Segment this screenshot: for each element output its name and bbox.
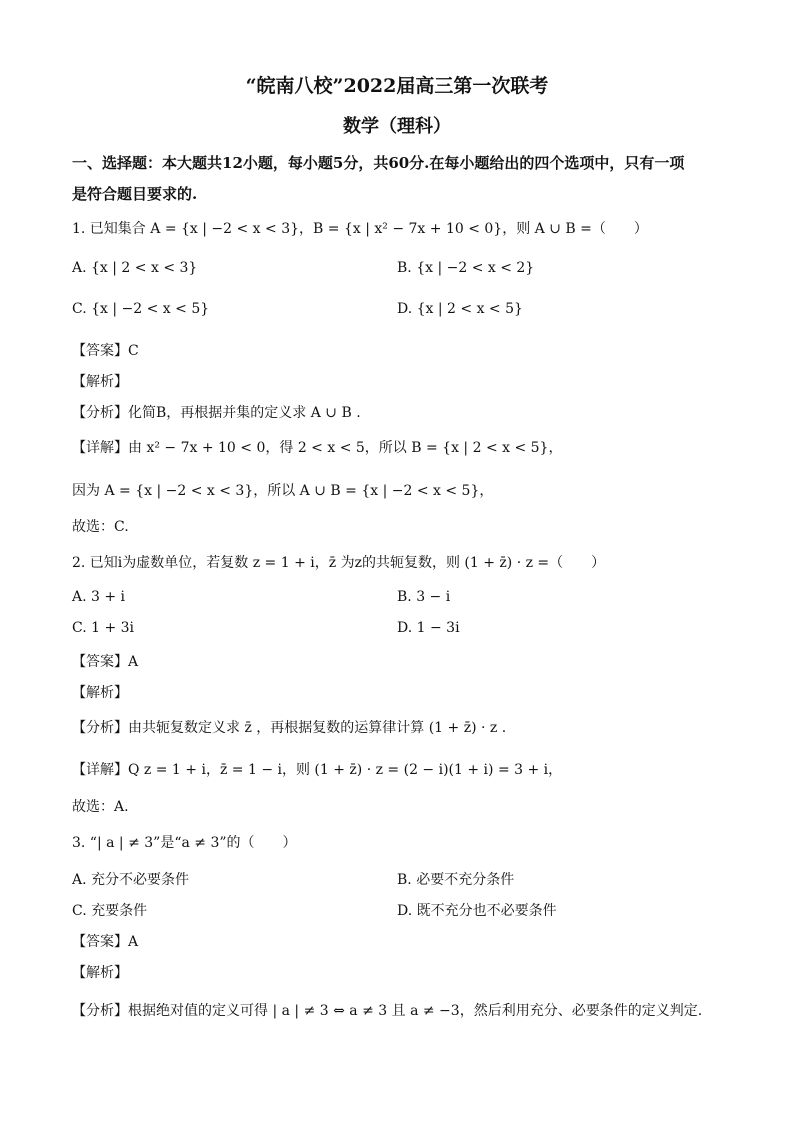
q3-option-b: B. 必要不充分条件 <box>397 872 515 888</box>
q2-option-d: D. 1 − 3i <box>397 620 460 636</box>
q1-option-a: A. {x | 2 < x < 3} <box>72 260 198 276</box>
q3-option-d: D. 既不充分也不必要条件 <box>397 903 557 919</box>
q3-analysis-label: 【解析】 <box>72 965 128 981</box>
q2-answer: 【答案】A <box>72 654 139 670</box>
q3-answer: 【答案】A <box>72 934 139 950</box>
q1-choose: 故选：C. <box>72 519 129 535</box>
q2-option-a: A. 3 + i <box>72 589 126 605</box>
q2-option-b: B. 3 − i <box>397 589 451 605</box>
q2-analysis-label: 【解析】 <box>72 685 128 701</box>
q2-option-c: C. 1 + 3i <box>72 620 135 636</box>
q2-fenxi: 【分析】由共轭复数定义求 z̄ ，再根据复数的运算律计算 (1 + z̄) · z . <box>72 720 507 736</box>
q1-stem: 1. 已知集合 A = {x | −2 < x < 3}，B = {x | x² − 7x + 10 < 0}，则 A ∪ B =（ ） <box>72 221 648 237</box>
section-instructions-line2: 是符合题目要求的. <box>72 185 198 203</box>
q1-detail-2: 因为 A = {x | −2 < x < 3}，所以 A ∪ B = {x | −2 < x < 5}， <box>72 483 494 499</box>
q3-stem: 3. “| a | ≠ 3”是“a ≠ 3”的（ ） <box>72 835 297 851</box>
q1-option-d: D. {x | 2 < x < 5} <box>397 301 523 317</box>
q1-fenxi: 【分析】化简B，再根据并集的定义求 A ∪ B . <box>72 405 361 421</box>
q3-option-a: A. 充分不必要条件 <box>72 872 190 888</box>
exam-title: “皖南八校”2022届高三第一次联考 <box>245 75 549 97</box>
q1-answer: 【答案】C <box>72 343 139 359</box>
q1-option-c: C. {x | −2 < x < 5} <box>72 301 210 317</box>
q1-analysis-label: 【解析】 <box>72 374 128 390</box>
section-instructions-line1: 一、选择题：本大题共12小题，每小题5分，共60分.在每小题给出的四个选项中，只有一项 <box>72 154 685 172</box>
q2-detail: 【详解】Q z = 1 + i，z̄ = 1 − i，则 (1 + z̄) · z = (2 − i)(1 + i) = 3 + i， <box>72 762 563 778</box>
q2-stem: 2. 已知i为虚数单位，若复数 z = 1 + i，z̄ 为z的共轭复数，则 (1 + z̄) · z =（ ） <box>72 555 606 571</box>
exam-subtitle: 数学（理科） <box>343 116 451 137</box>
q2-choose: 故选：A. <box>72 799 129 815</box>
q1-option-b: B. {x | −2 < x < 2} <box>397 260 535 276</box>
q1-detail-1: 【详解】由 x² − 7x + 10 < 0，得 2 < x < 5，所以 B = {x | 2 < x < 5}， <box>72 440 563 456</box>
q3-fenxi: 【分析】根据绝对值的定义可得 | a | ≠ 3 ⇔ a ≠ 3 且 a ≠ −3，然后利用充分、必要条件的定义判定. <box>72 1003 703 1019</box>
q3-option-c: C. 充要条件 <box>72 903 148 919</box>
